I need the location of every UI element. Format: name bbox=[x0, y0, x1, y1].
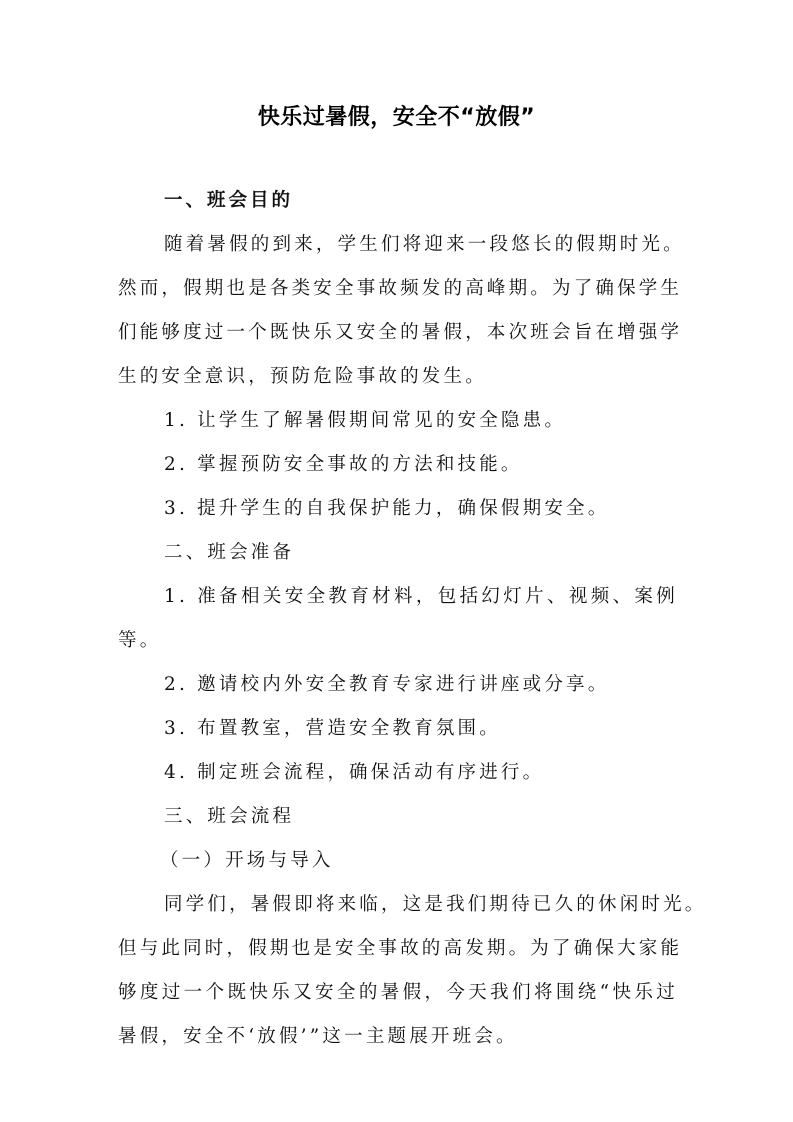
list-item: 2. 掌握预防安全事故的方法和技能。 bbox=[164, 454, 523, 475]
section-heading-process: 三、班会流程 bbox=[164, 806, 295, 827]
list-item: 1. 让学生了解暑假期间常见的安全隐患。 bbox=[164, 410, 567, 431]
paragraph-line: 然而，假期也是各类安全事故频发的高峰期。为了确保学生 bbox=[118, 278, 683, 299]
paragraph-line: 暑假，安全不‘放假’”这一主题展开班会。 bbox=[118, 1026, 518, 1047]
paragraph-line: 同学们，暑假即将来临，这是我们期待已久的休闲时光。 bbox=[164, 894, 707, 915]
list-item: 2. 邀请校内外安全教育专家进行讲座或分享。 bbox=[164, 674, 610, 695]
section-heading-preparation: 二、班会准备 bbox=[164, 542, 295, 563]
list-item: 3. 提升学生的自我保护能力，确保假期安全。 bbox=[164, 498, 610, 519]
paragraph-line: 们能够度过一个既快乐又安全的暑假，本次班会旨在增强学 bbox=[118, 322, 683, 343]
paragraph-line: 随着暑假的到来，学生们将迎来一段悠长的假期时光。 bbox=[164, 234, 685, 255]
section-heading-purpose: 一、班会目的 bbox=[164, 190, 294, 211]
list-item: 3. 布置教室，营造安全教育氛围。 bbox=[164, 718, 501, 739]
list-item: 1. 准备相关安全教育材料，包括幻灯片、视频、案例 bbox=[164, 586, 678, 607]
paragraph-line: 生的安全意识，预防危险事故的发生。 bbox=[118, 366, 487, 387]
list-item: 4. 制定班会流程，确保活动有序进行。 bbox=[164, 762, 545, 783]
list-item-continuation: 等。 bbox=[118, 630, 162, 651]
document-title: 快乐过暑假，安全不“放假” bbox=[257, 105, 536, 130]
paragraph-line: 够度过一个既快乐又安全的暑假，今天我们将围绕“快乐过 bbox=[118, 982, 678, 1003]
paragraph-line: 但与此同时，假期也是安全事故的高发期。为了确保大家能 bbox=[118, 938, 683, 959]
subheading-opening: （一）开场与导入 bbox=[160, 850, 334, 871]
